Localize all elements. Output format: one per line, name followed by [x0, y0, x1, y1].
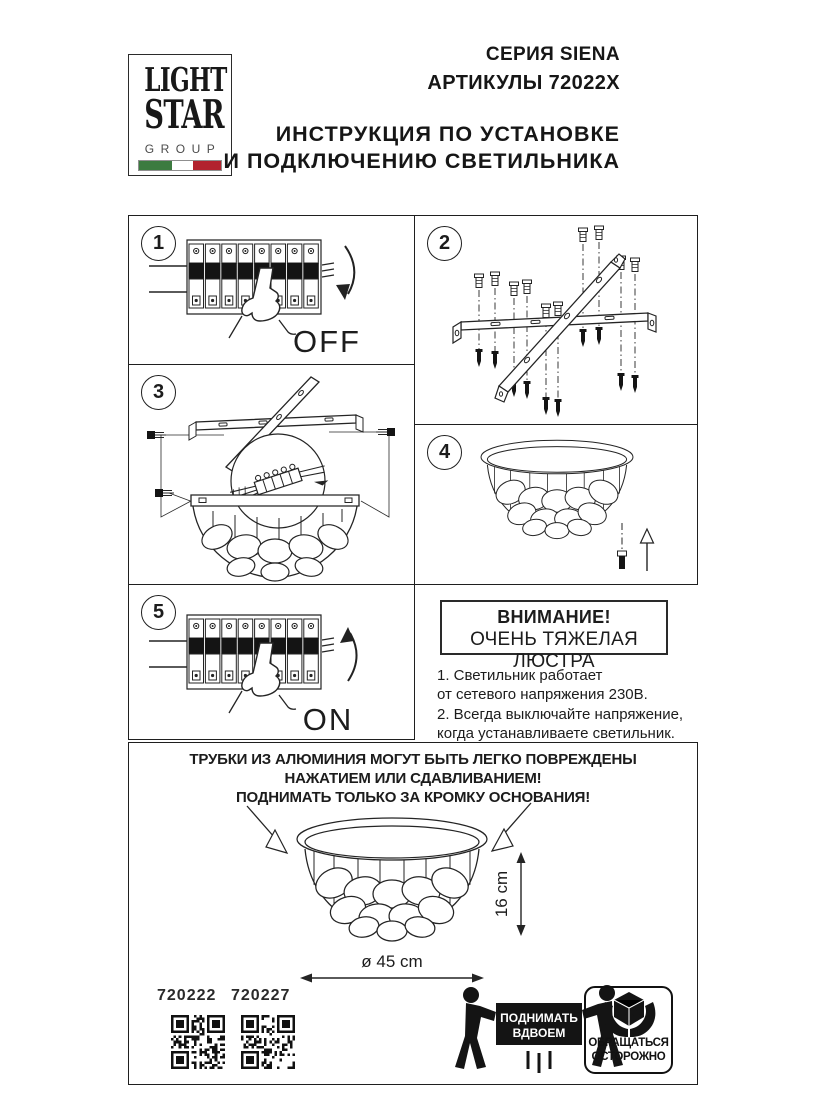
attention-box: [440, 600, 668, 672]
lift-label-line2: ВДВОЕМ: [512, 1026, 566, 1040]
breaker-on-label: ON: [302, 702, 354, 737]
handle-with-care-icon: [587, 990, 671, 1037]
flag-white: [172, 161, 193, 170]
logo-word-light: LIGHT: [144, 60, 227, 99]
step5-panel: [128, 584, 415, 740]
handle-with-care-box: [584, 986, 673, 1074]
logo-word-group: GROUP: [144, 142, 222, 156]
instruction-title-line2: И ПОДКЛЮЧЕНИЮ СВЕТИЛЬНИКА: [223, 149, 620, 173]
italian-flag-bar: [138, 160, 222, 171]
caution-line1: ТРУБКИ ИЗ АЛЮМИНИЯ МОГУТ БЫТЬ ЛЕГКО ПОВРЕЖДЕНЫ: [189, 751, 637, 768]
step3-panel: [128, 364, 415, 585]
caution-line3: ПОДНИМАТЬ ТОЛЬКО ЗА КРОМКУ ОСНОВАНИЯ!: [235, 789, 591, 806]
breaker-off-label: OFF: [293, 324, 361, 359]
step2-number: 2: [427, 226, 462, 261]
step2-panel: [414, 215, 698, 425]
note-line: 2. Всегда выключайте напряжение,: [437, 705, 684, 723]
attention-line2: ОЧЕНЬ ТЯЖЕЛАЯ ЛЮСТРА: [470, 629, 638, 672]
notes-block: [437, 666, 687, 744]
care-label-line2: ОСТОРОЖНО: [591, 1050, 666, 1063]
flag-green: [139, 161, 172, 170]
step4-panel: [414, 424, 698, 585]
step4-number: 4: [427, 435, 462, 470]
qr-code-720227: [241, 1015, 295, 1069]
step5-number: 5: [141, 595, 176, 630]
note-line: 1. Светильник работает: [437, 667, 603, 684]
attention-line1: ВНИМАНИЕ!: [497, 607, 611, 627]
series-title: СЕРИЯ SIENA: [485, 44, 620, 65]
chandelier-dimensions-illustration: [129, 743, 696, 993]
note-line: от сетевого напряжения 230В.: [437, 686, 648, 704]
qr-code-720222: [171, 1015, 225, 1069]
diameter-dimension-label: ø 45 cm: [361, 952, 423, 971]
articles-title: АРТИКУЛЫ 72022X: [427, 72, 620, 94]
logo-word-star: STAR: [144, 92, 224, 138]
step3-number: 3: [141, 375, 176, 410]
flag-red: [193, 161, 221, 170]
instruction-title-line1: ИНСТРУКЦИЯ ПО УСТАНОВКЕ: [275, 122, 620, 146]
caution-line2: НАЖАТИЕМ ИЛИ СДАВЛИВАНИЕМ!: [284, 770, 542, 787]
note-line: когда устанавливаете светильник.: [437, 725, 675, 743]
lightstar-logo: [128, 54, 232, 176]
article-code-720227: 720227: [231, 987, 291, 1004]
step1-panel: [128, 215, 415, 365]
height-dimension-label: 16 cm: [492, 870, 511, 918]
step1-number: 1: [141, 226, 176, 261]
handling-section: [128, 742, 698, 1085]
lift-label-line1: ПОДНИМАТЬ: [500, 1011, 578, 1025]
care-label-line1: ОБРАЩАТЬСЯ: [588, 1037, 669, 1049]
article-code-720222: 720222: [157, 987, 217, 1004]
